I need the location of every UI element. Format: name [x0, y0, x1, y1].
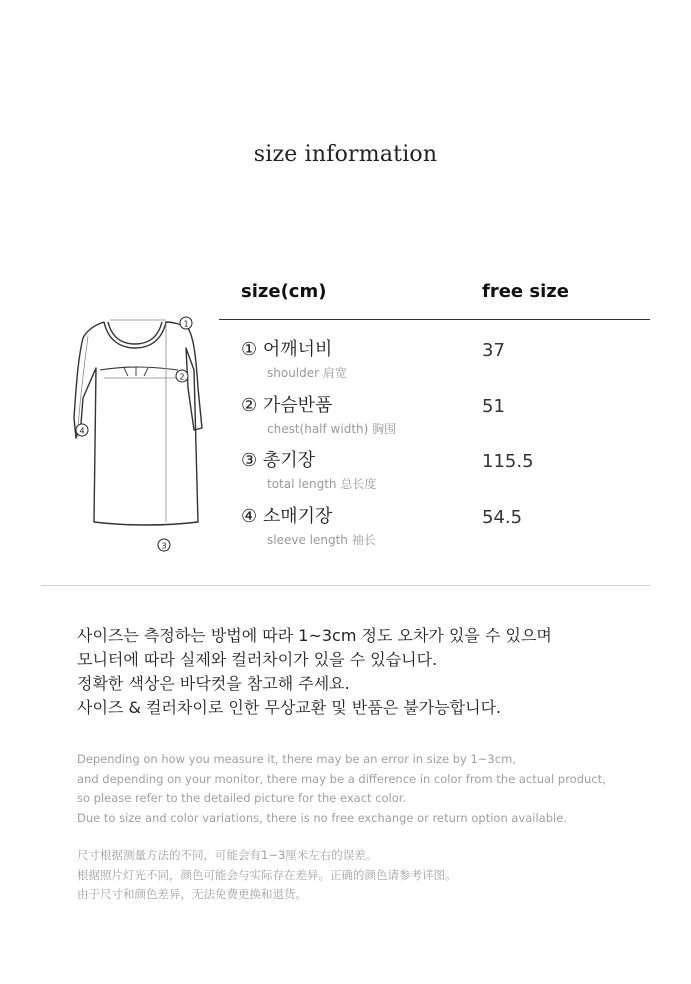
- svg-text:4: 4: [79, 426, 85, 436]
- size-row-value: 51: [482, 396, 505, 417]
- dress-diagram: [66, 308, 206, 558]
- chinese-notes: [77, 846, 457, 905]
- size-row-sublabel: sleeve length 袖长: [267, 533, 376, 547]
- size-row-chest: [241, 395, 397, 436]
- english-note-line: so please refer to the detailed picture for the exact color.: [77, 791, 407, 805]
- table-header-rule: [219, 319, 650, 320]
- size-row-sublabel: shoulder 肩宽: [267, 366, 347, 380]
- korean-note-line: 사이즈 & 컬러차이로 인한 무상교환 및 반품은 불가능합니다.: [77, 698, 502, 717]
- size-row-value: 37: [482, 340, 505, 361]
- size-row-label: ④ 소매기장: [241, 506, 333, 527]
- marker-1-icon: [180, 317, 192, 329]
- english-note-line: and depending on your monitor, there may be a difference in color from the actual product,: [77, 771, 606, 786]
- size-row-sublabel: total length 总长度: [267, 477, 377, 491]
- korean-note-line: 모니터에 따라 실제와 컬러차이가 있을 수 있습니다.: [77, 650, 438, 669]
- svg-text:2: 2: [179, 372, 185, 382]
- svg-text:3: 3: [161, 541, 167, 551]
- size-row-sublabel: chest(half width) 胸围: [267, 422, 397, 436]
- size-row-value: 54.5: [482, 507, 523, 528]
- chinese-note-line: 尺寸根据测量方法的不同，可能会有1~3厘米左右的误差。: [77, 848, 378, 862]
- free-size-column-header: free size: [482, 281, 569, 302]
- size-row-label: ② 가슴반품: [241, 395, 333, 416]
- svg-text:1: 1: [183, 319, 189, 329]
- korean-notes: [77, 624, 552, 720]
- marker-3-icon: [158, 539, 170, 551]
- size-row-label: ③ 총기장: [241, 450, 316, 471]
- korean-note-line: 정확한 색상은 바닥컷을 참고해 주세요.: [77, 674, 350, 693]
- korean-note-line: 사이즈는 측정하는 방법에 따라 1~3cm 정도 오차가 있을 수 있으며: [77, 626, 552, 645]
- chinese-note-line: 由于尺寸和颜色差异，无法免费更换和退货。: [77, 887, 307, 901]
- marker-4-icon: [76, 424, 88, 436]
- size-row-shoulder: [241, 339, 347, 380]
- size-row-total-length: [241, 450, 377, 491]
- section-divider: [41, 585, 650, 586]
- size-column-header: size(cm): [241, 281, 327, 302]
- size-row-sleeve-length: [241, 506, 376, 547]
- english-notes: [77, 750, 606, 828]
- size-row-value: 115.5: [482, 451, 534, 472]
- english-note-line: Depending on how you measure it, there may be an error in size by 1~3cm,: [77, 752, 516, 766]
- chinese-note-line: 根据照片灯光不同，颜色可能会与实际存在差异。正确的颜色请参考详图。: [77, 867, 457, 882]
- english-note-line: Due to size and color variations, there is no free exchange or return option available.: [77, 810, 567, 825]
- page-title: size information: [253, 142, 438, 167]
- size-row-label: ① 어깨너비: [241, 339, 333, 360]
- marker-2-icon: [176, 370, 188, 382]
